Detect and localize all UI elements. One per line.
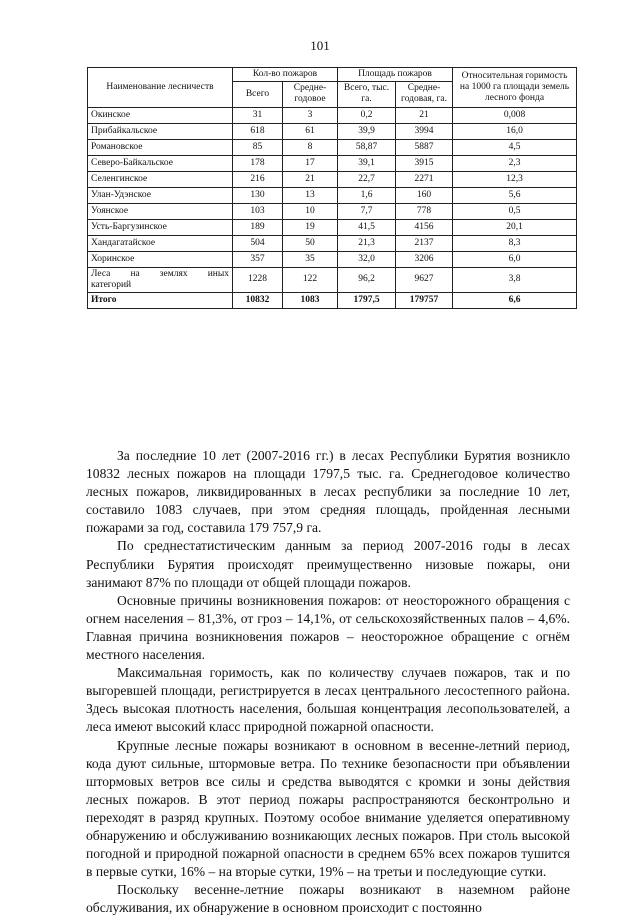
area-total: 39,9 [338,123,396,139]
area-avg: 3915 [396,155,453,171]
forest-fires-table [87,67,577,309]
page-number: 101 [310,38,330,53]
area-total: 22,7 [338,171,396,187]
paragraph: Поскольку весенне-летние пожары возникают в наземном районе обслуживания, их обнаружение в основном происходит с постоянно [86,882,570,916]
count-avg: 19 [283,219,338,235]
relative-rate: 0,008 [453,107,577,123]
area-avg: 2271 [396,171,453,187]
relative-rate: 4,5 [453,139,577,155]
count-total: 1228 [233,267,283,292]
count-total: 178 [233,155,283,171]
header-area-total: Всего, тыс. га. [338,82,396,107]
count-avg: 13 [283,187,338,203]
relative-rate: 12,3 [453,171,577,187]
area-avg: 179757 [396,293,453,309]
forestry-name: Хандагатайское [88,235,233,251]
area-total: 58,87 [338,139,396,155]
relative-rate: 5,6 [453,187,577,203]
forestry-name: Северо-Байкальское [88,155,233,171]
forestry-name: Хоринское [88,251,233,267]
total-label: Итого [88,293,233,309]
header-fire-area: Площадь пожаров [338,68,453,82]
forestry-name: Прибайкальское [88,123,233,139]
table-row [88,203,577,219]
area-avg: 4156 [396,219,453,235]
area-total: 21,3 [338,235,396,251]
header-count-total: Всего [233,82,283,107]
table-row-other-lands [88,267,577,292]
count-total: 130 [233,187,283,203]
count-total: 85 [233,139,283,155]
relative-rate: 2,3 [453,155,577,171]
count-avg: 1083 [283,293,338,309]
count-avg: 61 [283,123,338,139]
table-row [88,107,577,123]
area-avg: 5887 [396,139,453,155]
count-avg: 21 [283,171,338,187]
table-row [88,187,577,203]
area-total: 96,2 [338,267,396,292]
count-total: 103 [233,203,283,219]
forestry-name: Усть-Баргузинское [88,219,233,235]
relative-rate: 0,5 [453,203,577,219]
area-avg: 3206 [396,251,453,267]
area-avg: 3994 [396,123,453,139]
relative-rate: 20,1 [453,219,577,235]
table-row [88,235,577,251]
paragraph: Максимальная горимость, как по количеству случаев пожаров, так и по выгоревшей площади, регистрируется в лесах центрального лесостепного района. Здесь высокая плотность населения, большая концентрация лесопользователей, а леса имеют высокий класс природной пожарной опасности. [86,665,570,735]
count-total: 31 [233,107,283,123]
table-row [88,219,577,235]
forestry-name [88,267,233,292]
count-total: 618 [233,123,283,139]
table-row [88,123,577,139]
relative-rate: 6,6 [453,293,577,309]
forestry-name: Окинское [88,107,233,123]
table-total-row [88,293,577,309]
paragraph: За последние 10 лет (2007-2016 гг.) в лесах Республики Бурятия возникло 10832 лесных пожаров на площади 1797,5 тыс. га. Среднегодовое количество лесных пожаров, ликвидированных в лесах республики за последние 10 лет, составило 1083 случаев, при этом средняя площадь, пройденная лесными пожарами за год, составила 179 757,9 га. [86,448,570,536]
paragraph: Основные причины возникновения пожаров: от неосторожного обращения с огнем населения – 81,3%, от гроз – 14,1%, от сельскохозяйственных палов – 4,6%. Главная причина возникновения пожаров – неосторожное обращение с огнём местного населения. [86,592,570,663]
header-relative-burn-rate: Относительная горимость на 1000 га площади земель лесного фонда [453,68,577,108]
table-row [88,155,577,171]
area-avg: 9627 [396,267,453,292]
area-avg: 2137 [396,235,453,251]
count-avg: 35 [283,251,338,267]
forestry-name-line2: категорий [91,279,132,290]
area-total: 41,5 [338,219,396,235]
header-count-avg: Средне-годовое [283,82,338,107]
count-total: 357 [233,251,283,267]
count-avg: 8 [283,139,338,155]
forestry-name: Романовское [88,139,233,155]
forestry-name: Улан-Удэнское [88,187,233,203]
table-row [88,171,577,187]
area-avg: 160 [396,187,453,203]
header-fire-count: Кол-во пожаров [233,68,338,82]
count-avg: 122 [283,267,338,292]
table-row [88,139,577,155]
area-total: 39,1 [338,155,396,171]
header-forestry-name: Наименование лесничеств [88,68,233,108]
relative-rate: 16,0 [453,123,577,139]
forestry-name-line1: Леса на землях иных [91,268,229,279]
paragraph: По среднестатистическим данным за период 2007-2016 годы в лесах Республики Бурятия происходят преимущественно низовые пожары, они занимают 87% по площади от общей площади пожаров. [86,538,570,590]
area-total: 7,7 [338,203,396,219]
table-row [88,251,577,267]
area-avg: 21 [396,107,453,123]
relative-rate: 8,3 [453,235,577,251]
area-total: 1,6 [338,187,396,203]
area-total: 0,2 [338,107,396,123]
area-total: 1797,5 [338,293,396,309]
relative-rate: 6,0 [453,251,577,267]
area-total: 32,0 [338,251,396,267]
relative-rate: 3,8 [453,267,577,292]
area-avg: 778 [396,203,453,219]
count-avg: 17 [283,155,338,171]
forestry-name: Селенгинское [88,171,233,187]
paragraph: Крупные лесные пожары возникают в основном в весенне-летний период, кода дуют сильные, штормовые ветра. По технике безопасности при объявлении штормовых ветров все силы и средства выводятся с кромки и зоны действия лесных пожаров. В этот период пожары распространяются бесконтрольно и переходят в разряд крупных. Поэтому особое внимание уделяется оперативному обнаружению и обслуживанию возникающих лесных пожаров. При столь высокой погодной и природной пожарной опасности в среднем 65% всех пожаров тушится в первые сутки, 16% – на вторые сутки, 19% – на третьи и последующие сутки. [86,737,570,880]
count-avg: 3 [283,107,338,123]
count-total: 216 [233,171,283,187]
count-total: 189 [233,219,283,235]
body-text [86,447,570,917]
forestry-name: Уоянское [88,203,233,219]
count-total: 10832 [233,293,283,309]
count-avg: 50 [283,235,338,251]
count-avg: 10 [283,203,338,219]
count-total: 504 [233,235,283,251]
header-area-avg: Средне-годовая, га. [396,82,453,107]
table-header-row [88,68,577,82]
